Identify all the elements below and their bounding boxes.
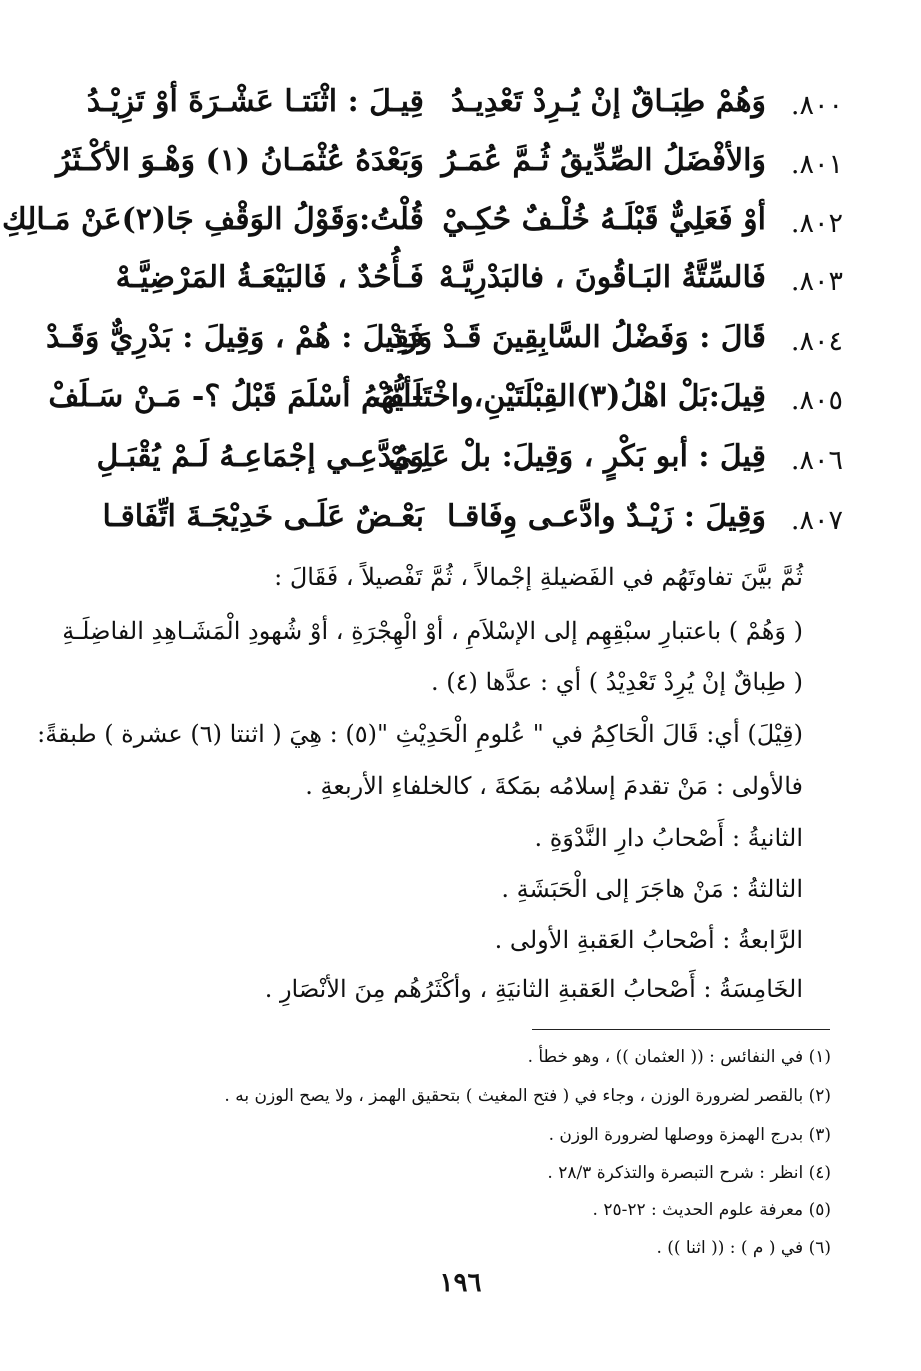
verse-first-hemistich: وَالأفْضَلُ الصِّدِّيقُ ثُـمَّ عُمَـرُ [441,143,766,178]
footnote: (٢) بالقصر لضرورة الوزن ، وجاء في ( فتح المغيث ) بتحقيق الهمز ، ولا يصح الوزن به . [224,1086,831,1106]
verse-row [0,437,921,487]
verse-row [0,318,921,368]
commentary-line: الرَّابعةُ : أصْحابُ العَقبةِ الأولى . [494,926,803,954]
verse-number: ٨٠٦. [790,445,843,476]
commentary-line: الثانيةُ : أَصْحابُ دارِ النَّدْوَةِ . [534,824,803,852]
commentary-line: (قِيْلَ) أي: قَالَ الْحَاكِمُ في " عُلومِ الْحَدِيْثِ "(٥) : هِيَ ( اثنتا (٦) عشرة ) طبقةً: [37,720,803,748]
commentary-line: الثالثةُ : مَنْ هاجَرَ إلى الْحَبَشَةِ . [501,875,803,903]
footnote: (٤) انظر : شرح التبصرة والتذكرة ٢٨/٣ . [547,1163,831,1183]
verse-number: ٨٠٤. [790,326,843,357]
commentary-line: فالأولى : مَنْ تقدمَ إسلامُه بمَكةَ ، كالخلفاءِ الأربعةِ . [305,772,803,800]
verse-number: ٨٠٥. [790,385,843,416]
verse-second-hemistich: قِيـلَ : اثْنَتـا عَشْـرَةَ أوْ تَزِيْـدُ [86,84,424,119]
verse-number: ٨٠٠. [790,90,843,121]
footnote: (٥) معرفة علوم الحديث : ٢٢-٢٥ . [592,1200,831,1220]
footnote-divider [532,1029,830,1030]
verse-second-hemistich: وَبَعْدَهُ عُثْمَـانُ (١) وَهْـوَ الأكْـثَرُ [55,143,424,178]
commentary-line: الخَامِسَةُ : أَصْحابُ العَقبةِ الثانيَةِ ، وأكْثَرُهُم مِنَ الأنْصَارِ . [264,975,803,1003]
verse-row [0,82,921,132]
verse-first-hemistich: فَالسِّتَّةُ البَـاقُونَ ، فالبَدْرِيَّـهْ [439,260,766,295]
verse-second-hemistich: -أيُّهُمُ أسْلَمَ قَبْلُ ؟- مَـنْ سَـلَفْ [48,379,424,414]
verse-second-hemistich: قُلْتُ:وَقَوْلُ الوَقْفِ جَا(٢)عَنْ مَـالِكِ [1,202,424,237]
footnote: (٣) بدرج الهمزة ووصلها لضرورة الوزن . [548,1125,831,1145]
verse-first-hemistich: قِيلَ : أبو بَكْرٍ ، وَقِيلَ: بلْ عَلِـيْ [387,439,766,474]
verse-second-hemistich: بَعْـضٌ عَلَـى خَدِيْجَـةَ اتِّفَاقـا [102,499,424,534]
verse-second-hemistich: فَـأُحُدٌ ، فَالبَيْعَـةُ المَرْضِيَّـهْ [115,260,424,295]
verse-number: ٨٠٧. [790,505,843,536]
verse-row [0,200,921,250]
verse-number: ٨٠٢. [790,208,843,239]
verse-row [0,258,921,308]
verse-second-hemistich: وَمُدَّعِـي إجْمَاعِـهُ لَـمْ يُقْبَـلِ [96,439,424,474]
commentary-line: ( طِباقٌ إنْ يُرِدْ تَعْدِيْدُ ) أي : عدَّها (٤) . [430,668,803,696]
verse-row [0,497,921,547]
page-number: ١٩٦ [439,1268,482,1298]
verse-first-hemistich: قِيلَ:بَلْ اهْلُ(٣)القِبْلَتَيْنِ،واخْتَلَـفْ [373,379,766,414]
footnote: (١) في النفائس : (( العثمان )) ، وهو خطأ . [527,1047,831,1067]
verse-number: ٨٠١. [790,149,843,180]
verse-second-hemistich: فَقِيلَ : هُمْ ، وَقِيلَ : بَدْرِيٌّ وَقَـدْ [45,320,424,355]
commentary-line: ( وَهُمْ ) باعتبارِ سبْقِهِم إلى الإسْلاَمِ ، أوْ الْهِجْرَةِ ، أوْ شُهودِ الْمَشَـاهِدِ الفاضِلَـةِ [62,617,803,645]
verse-first-hemistich: قَالَ : وَفَضْلُ السَّابِقِينَ قَـدْ وَرَدْ [389,320,766,355]
verse-first-hemistich: وَهُمْ طِبَـاقٌ إنْ يُـرِدْ تَعْدِيـدُ [450,84,766,119]
verse-row [0,141,921,191]
verse-first-hemistich: وَقِيلَ : زَيْـدٌ وادَّعـى وِفَاقـا [447,499,766,534]
commentary-line: ثُمَّ بيَّنَ تفاوتَهُم في الفَضيلةِ إجْمالاً ، ثُمَّ تَفْصيلاً ، فَقَالَ : [274,563,803,591]
verse-first-hemistich: أوْ فَعَلِيٌّ قَبْلَـهُ خُلْـفٌ حُكِـيْ [442,202,766,237]
verse-row [0,377,921,427]
footnote: (٦) في ( م ) : (( اثنا )) . [656,1238,831,1258]
verse-number: ٨٠٣. [790,266,843,297]
